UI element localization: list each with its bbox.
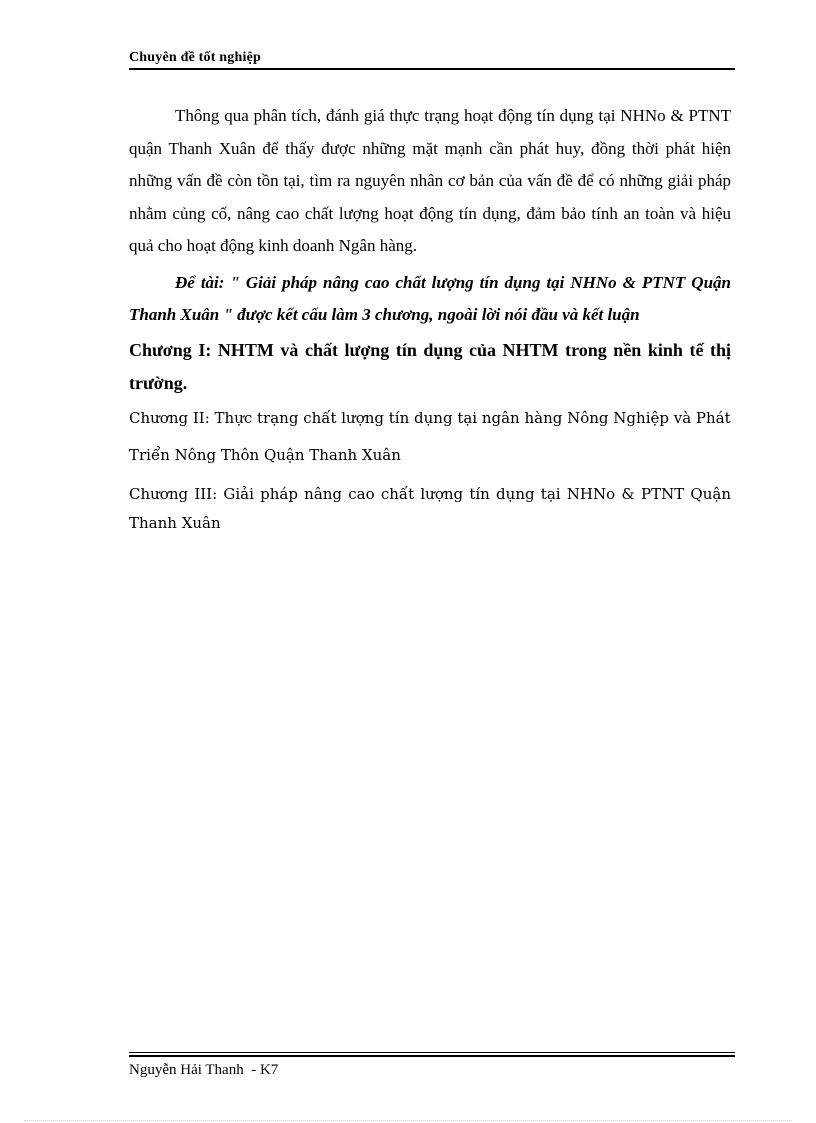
header-rule <box>129 68 735 70</box>
header-title: Chuyên đề tốt nghiệp <box>129 50 261 65</box>
chapter-3-heading: Chương III: Giải pháp nâng cao chất lượng tín dụng tại NHNo & PTNT Quận Thanh Xuân <box>129 484 731 532</box>
intro-paragraph: Thông qua phân tích, đánh giá thực trạng hoạt động tín dụng tại NHNo & PTNT quận Thanh Xuân để thấy được những mặt mạnh cần phát huy, đồng thời phát hiện những vấn đề còn tồn tại, tìm ra nguyên nhân cơ bản của vấn đề để có những giải pháp nhằm củng cố, nâng cao chất lượng hoạt động tín dụng, đảm bảo tính an toàn và hiệu quả cho hoạt động kinh doanh Ngân hàng. <box>129 106 731 255</box>
page-header <box>129 50 735 66</box>
footer-rule-thin <box>129 1052 735 1053</box>
footer-author: Nguyễn Hải Thanh - K7 <box>129 1062 279 1078</box>
page-body <box>129 100 731 538</box>
chapter-1-heading: Chương I: NHTM và chất lượng tín dụng của NHTM trong nền kinh tế thị trường. <box>129 339 731 393</box>
page-bottom-border <box>24 1120 792 1121</box>
chapter-2-heading: Chương II: Thực trạng chất lượng tín dụng tại ngân hàng Nông Nghiệp và Phát Triển Nông Thôn Quận Thanh Xuân <box>129 408 731 464</box>
topic-paragraph: Để tài: " Giải pháp nâng cao chất lượng tín dụng tại NHNo & PTNT Quận Thanh Xuân " được kết cấu làm 3 chương, ngoài lời nói đầu và kết luận <box>129 272 731 324</box>
footer-rule-thick <box>129 1055 735 1057</box>
